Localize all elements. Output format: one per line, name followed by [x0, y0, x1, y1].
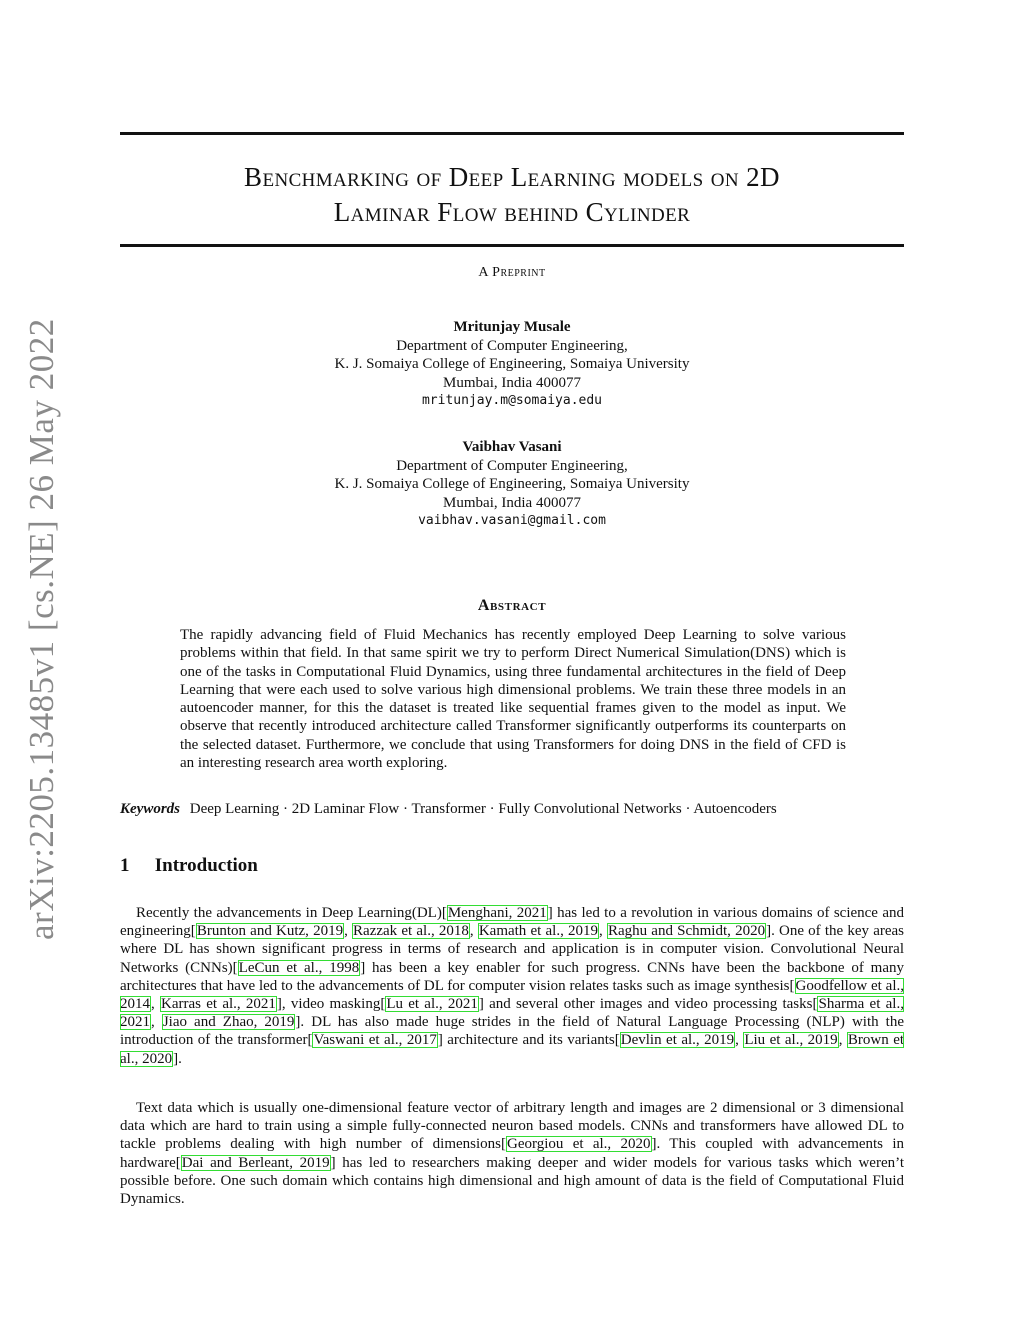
title-line-1: Benchmarking of Deep Learning models on 2D — [244, 162, 780, 192]
keywords-line — [120, 800, 904, 819]
paragraph-text: ]. This coupled with advancements in hardware[ — [120, 1136, 905, 1171]
author-location: Mumbai, India 400077 — [443, 494, 581, 511]
citation-link[interactable]: Razzak et al., 2018 — [353, 923, 469, 940]
paragraph-text: , — [151, 996, 161, 1013]
author-location: Mumbai, India 400077 — [443, 374, 581, 391]
title-line-2: Laminar Flow behind Cylinder — [333, 197, 691, 227]
author-name: Mritunjay Musale — [453, 319, 571, 335]
author-department: Department of Computer Engineering, — [396, 457, 628, 474]
paragraph-text: ]. — [173, 1050, 182, 1067]
paragraph-text: ] has led to a revolution in various domains of science and engineering[ — [120, 905, 904, 940]
paragraph-text: , — [344, 923, 353, 940]
citation-link[interactable]: Karras et al., 2021 — [161, 996, 276, 1013]
author-block-1 — [120, 318, 904, 411]
arxiv-identifier-stamp: arXiv:2205.13485v1 [cs.NE] 26 May 2022 — [22, 318, 61, 940]
paragraph-text: , — [735, 1032, 744, 1049]
paragraph-text: , — [469, 923, 478, 940]
citation-link[interactable]: Kamath et al., 2019 — [478, 923, 599, 940]
paragraph-text: ]. DL has also made huge strides in the field of Natural Language Processing (NLP) with the introduction of the transformer[ — [120, 1014, 905, 1049]
keywords-text: Deep Learning · 2D Laminar Flow · Transformer · Fully Convolutional Networks · Autoencoders — [189, 801, 777, 817]
title-bottom-rule — [120, 244, 904, 247]
intro-paragraph-2 — [120, 1099, 904, 1208]
citation-link[interactable]: Georgiou et al., 2020 — [507, 1136, 651, 1153]
title-top-rule — [120, 132, 904, 135]
abstract-text: The rapidly advancing field of Fluid Mechanics has recently employed Deep Learning to solve various problems within that field. In that same spirit we try to perform Direct Numerical Simulation(DNS) which is one of the tasks in Computational Fluid Dynamics, using three fundamental architectures in the field of Deep Learning that were each used to solve various high dimensional problems. We train these three models in an autoencoder manner, for this the dataset is treated like sequential frames given to the model as input. We observe that recently introduced architecture called Transformer significantly outperforms its counterparts on the selected dataset. Furthermore, we conclude that using Transformers for doing DNS in the field of CFD is an interesting research area worth exploring. — [180, 627, 846, 772]
paragraph-text: Recently the advancements in Deep Learning(DL)[ — [136, 905, 447, 921]
paragraph-text: ] has led to researchers making deeper and wider models for various tasks which weren’t possible before. One such domain which contains high dimensional and high amount of data is the field of Computational Fluid Dynamics. — [120, 1154, 905, 1208]
citation-link[interactable]: Devlin et al., 2019 — [620, 1032, 735, 1049]
author-email[interactable]: vaibhav.vasani@gmail.com — [418, 513, 606, 528]
paragraph-text: , — [599, 923, 607, 940]
section-heading-introduction — [120, 855, 258, 877]
citation-link[interactable]: Dai and Berleant, 2019 — [181, 1154, 330, 1171]
section-number: 1 — [120, 855, 130, 876]
paragraph-text: , — [838, 1032, 847, 1049]
author-department: Department of Computer Engineering, — [396, 337, 628, 354]
paragraph-text: ] has been a key enabler for such progress. CNNs have been the backbone of many architectures that have led to the advancements of DL for computer vision relates tasks such as image synthesis[ — [120, 959, 904, 994]
intro-paragraph-1 — [120, 904, 904, 1068]
citation-link[interactable]: Goodfellow et al., 2014 — [120, 977, 904, 1013]
preprint-label: A Preprint — [478, 265, 546, 280]
citation-link[interactable]: Jiao and Zhao, 2019 — [162, 1014, 295, 1031]
citation-link[interactable]: Lu et al., 2021 — [386, 996, 478, 1013]
author-email[interactable]: mritunjay.m@somaiya.edu — [421, 393, 602, 408]
paper-title — [120, 160, 904, 230]
citation-link[interactable]: Menghani, 2021 — [447, 905, 547, 921]
keywords-label: Keywords — [120, 801, 180, 817]
paragraph-text: ] and several other images and video processing tasks[ — [478, 996, 818, 1013]
paragraph-text: ] architecture and its variants[ — [437, 1032, 620, 1049]
author-institution: K. J. Somaiya College of Engineering, Somaiya University — [334, 476, 690, 492]
author-name: Vaibhav Vasani — [462, 439, 562, 455]
citation-link[interactable]: Brunton and Kutz, 2019 — [196, 923, 344, 940]
section-title: Introduction — [154, 855, 258, 876]
citation-link[interactable]: Vaswani et al., 2017 — [313, 1032, 437, 1049]
citation-link[interactable]: Liu et al., 2019 — [744, 1032, 838, 1049]
paragraph-text: ], video masking[ — [276, 996, 386, 1013]
paragraph-text: Text data which is usually one-dimensional feature vector of arbitrary length and images are 2 dimensional or 3 dimensional data which are hard to train using a simple fully-connected neuron based models. CNNs and transformers have allowed DL to tackle problems dealing with high number of dimensions[ — [120, 1100, 904, 1153]
abstract-heading: Abstract — [477, 597, 547, 614]
citation-link[interactable]: Raghu and Schmidt, 2020 — [607, 923, 766, 940]
author-block-2 — [120, 438, 904, 531]
paragraph-text: , — [151, 1014, 162, 1031]
citation-link[interactable]: Sharma et al., 2021 — [120, 996, 904, 1031]
author-institution: K. J. Somaiya College of Engineering, Somaiya University — [334, 356, 690, 372]
citation-link[interactable]: Brown et al., 2020 — [120, 1032, 905, 1067]
paragraph-text: ]. One of the key areas where DL has shown significant progress in terms of research and application is in computer vision. Convolutional Neural Networks (CNNs)[ — [120, 923, 905, 976]
citation-link[interactable]: LeCun et al., 1998 — [238, 959, 360, 976]
